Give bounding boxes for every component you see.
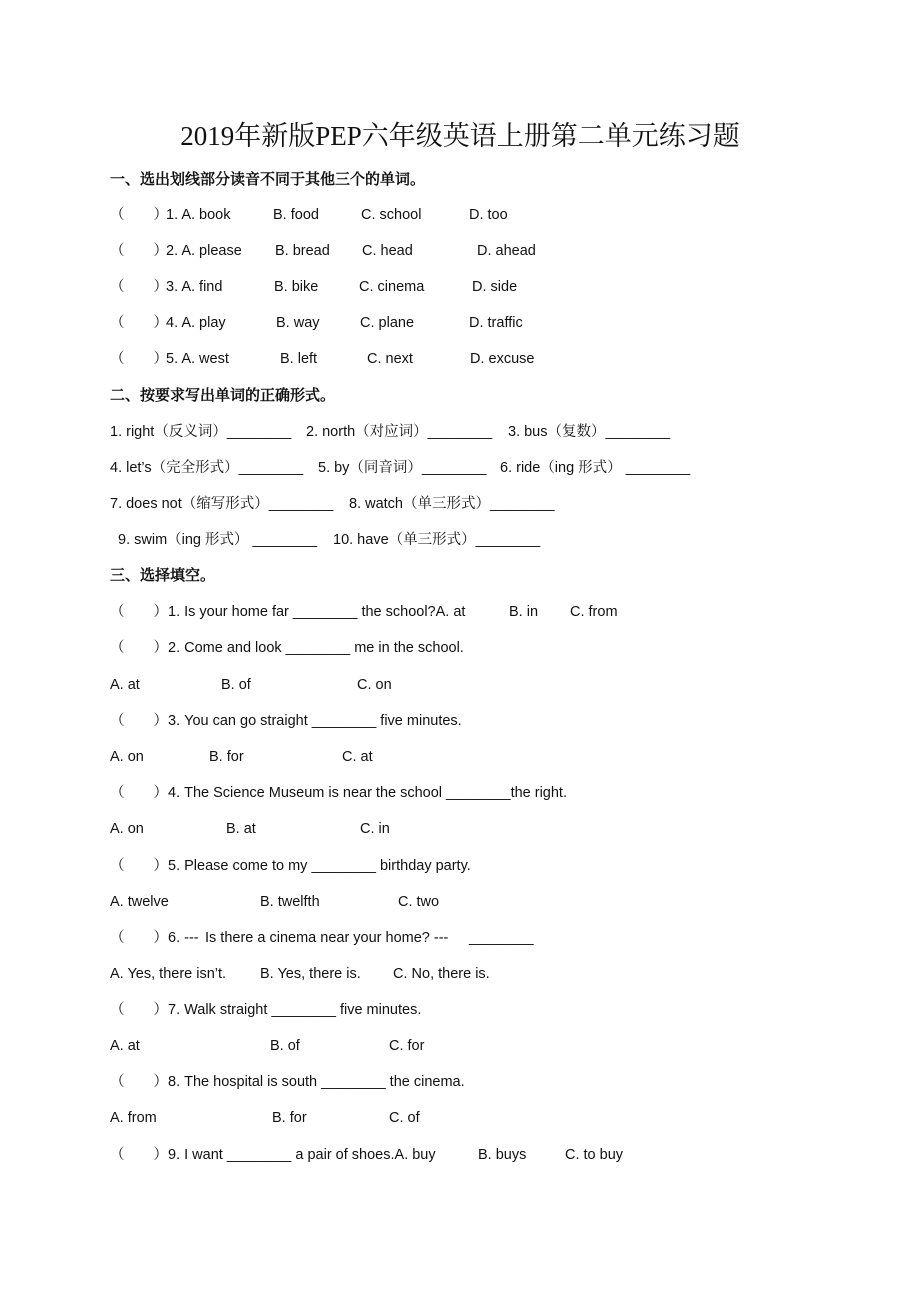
question-stem: （ ）2. Come and look ________ me in the school. <box>110 640 464 656</box>
option-c: C. for <box>389 1038 425 1054</box>
word-form-item: 4. let’s（完全形式）________ <box>110 460 304 476</box>
option-b: B. twelfth <box>260 894 320 910</box>
option-d: D. too <box>469 207 508 223</box>
option-d: D. ahead <box>477 243 536 259</box>
option-c: C. No, there is. <box>393 966 490 982</box>
s3-options-5 <box>0 890 920 914</box>
option-a: A. twelve <box>110 894 169 910</box>
page-title: 2019年新版PEP六年级英语上册第二单元练习题 <box>180 121 740 151</box>
option-b: B. of <box>221 677 251 693</box>
s3-question-8 <box>0 1070 920 1094</box>
question-stem: （ ）3. You can go straight ________ five minutes. <box>110 713 462 729</box>
s3-question-5 <box>0 854 920 878</box>
s1-item-3 <box>0 275 920 299</box>
word-form-item: 9. swim（ing 形式） ________ <box>118 532 318 548</box>
question-stem: （ ）9. I want ________ a pair of shoes.A. buy <box>110 1147 436 1163</box>
s3-question-4 <box>0 781 920 805</box>
s2-row-2 <box>0 456 920 480</box>
option-c: C. school <box>361 207 422 223</box>
option-b: B. for <box>272 1110 307 1126</box>
s3-options-2 <box>0 673 920 697</box>
s1-item-2 <box>0 239 920 263</box>
word-form-item: 2. north（对应词）________ <box>306 424 493 440</box>
question-stem: （ ）7. Walk straight ________ five minutes. <box>110 1002 422 1018</box>
answer-blank: ________ <box>469 930 534 946</box>
question-stem: （ ）6. --- <box>110 930 199 946</box>
option-b: B. way <box>276 315 320 331</box>
option-d: D. side <box>472 279 518 295</box>
option-d: D. excuse <box>470 351 535 367</box>
s1-item-1 <box>0 203 920 227</box>
answer-bracket: （ ） <box>110 351 168 367</box>
s3-question-2 <box>0 636 920 660</box>
option-b: B. at <box>226 821 256 837</box>
section1-heading: 一、选出划线部分读音不同于其他三个的单词。 <box>110 171 426 188</box>
s3-options-8 <box>0 1106 920 1130</box>
option-d: D. traffic <box>469 315 523 331</box>
option-a: 2. A. please <box>166 243 242 259</box>
option-b: B. for <box>209 749 244 765</box>
option-b: B. bike <box>274 279 319 295</box>
word-form-item: 10. have（单三形式）________ <box>333 532 541 548</box>
option-c: C. head <box>362 243 413 259</box>
word-form-item: 8. watch（单三形式）________ <box>349 496 555 512</box>
answer-bracket: （ ） <box>110 243 168 259</box>
option-c: C. of <box>389 1110 420 1126</box>
option-a: A. on <box>110 749 144 765</box>
s3-options-6 <box>0 962 920 986</box>
answer-bracket: （ ） <box>110 315 168 331</box>
s1-item-5 <box>0 347 920 371</box>
option-a: 3. A. find <box>166 279 223 295</box>
option-b: B. buys <box>478 1147 527 1163</box>
section3-heading: 三、选择填空。 <box>110 567 216 584</box>
word-form-item: 5. by（同音词）________ <box>318 460 487 476</box>
question-stem: （ ）8. The hospital is south ________ the cinema. <box>110 1074 465 1090</box>
option-c: C. cinema <box>359 279 425 295</box>
s3-options-7 <box>0 1034 920 1058</box>
word-form-item: 6. ride（ing 形式） ________ <box>500 460 691 476</box>
option-b: B. food <box>273 207 319 223</box>
answer-bracket: （ ） <box>110 207 168 223</box>
option-c: C. two <box>398 894 440 910</box>
option-a: A. at <box>110 677 140 693</box>
section2-heading: 二、按要求写出单词的正确形式。 <box>110 387 336 404</box>
option-c: C. plane <box>360 315 415 331</box>
option-c: C. from <box>570 604 618 620</box>
s3-question-9 <box>0 1143 920 1167</box>
question-stem-text: Is there a cinema near your home? --- <box>205 930 449 946</box>
option-b: B. Yes, there is. <box>260 966 361 982</box>
s3-options-4 <box>0 817 920 841</box>
s2-row-4 <box>0 528 920 552</box>
answer-bracket: （ ） <box>110 279 168 295</box>
option-c: C. in <box>360 821 390 837</box>
word-form-item: 1. right（反义词）________ <box>110 424 292 440</box>
option-a: 4. A. play <box>166 315 226 331</box>
question-stem: （ ）4. The Science Museum is near the school ________the right. <box>110 785 567 801</box>
s3-question-6 <box>0 926 920 950</box>
option-c: C. next <box>367 351 413 367</box>
option-a: A. Yes, there isn’t. <box>110 966 227 982</box>
option-a: 1. A. book <box>166 207 231 223</box>
option-a: A. at <box>110 1038 140 1054</box>
s3-question-1 <box>0 600 920 624</box>
option-a: A. on <box>110 821 144 837</box>
option-c: C. at <box>342 749 373 765</box>
s2-row-3 <box>0 492 920 516</box>
option-c: C. on <box>357 677 392 693</box>
option-a: A. from <box>110 1110 157 1126</box>
s3-question-7 <box>0 998 920 1022</box>
option-b: B. bread <box>275 243 330 259</box>
option-b: B. of <box>270 1038 300 1054</box>
s3-question-3 <box>0 709 920 733</box>
s2-row-1 <box>0 420 920 444</box>
s1-item-4 <box>0 311 920 335</box>
word-form-item: 7. does not（缩写形式）________ <box>110 496 334 512</box>
option-b: B. left <box>280 351 318 367</box>
question-stem: （ ）5. Please come to my ________ birthday party. <box>110 858 471 874</box>
option-b: B. in <box>509 604 539 620</box>
word-form-item: 3. bus（复数）________ <box>508 424 671 440</box>
s3-options-3 <box>0 745 920 769</box>
question-stem: （ ）1. Is your home far ________ the school?A. at <box>110 604 466 620</box>
option-a: 5. A. west <box>166 351 229 367</box>
option-c: C. to buy <box>565 1147 624 1163</box>
